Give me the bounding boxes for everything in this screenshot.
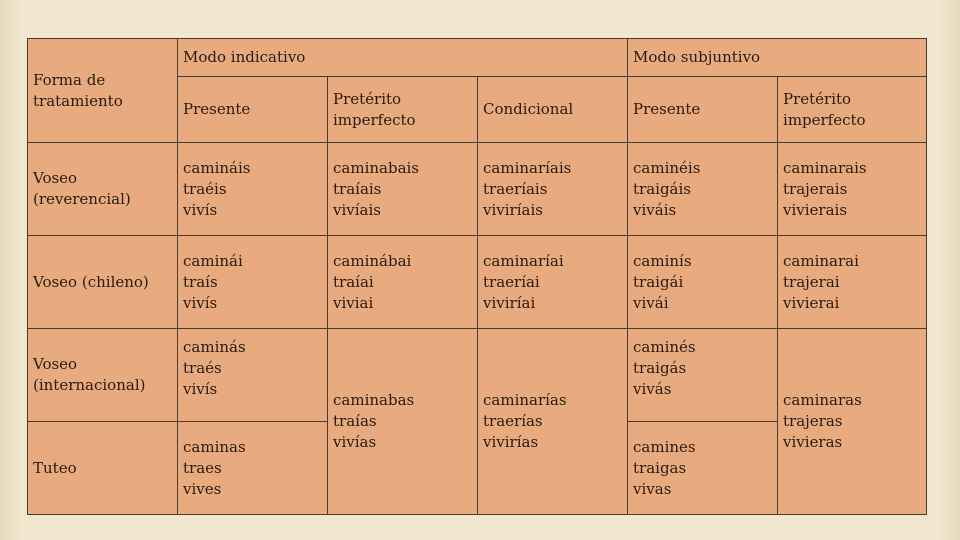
row-label: Voseo (reverencial) — [28, 143, 178, 236]
row-label: Tuteo — [28, 422, 178, 515]
cell-ind-condicional: caminaríais traeríais viviríais — [478, 143, 628, 236]
row-label: Voseo (internacional) — [28, 329, 178, 422]
cell-sub-presente: camines traigas vivas — [628, 422, 778, 515]
cell-sub-preterito: caminarai trajerai vivierai — [778, 236, 927, 329]
table-row — [28, 143, 927, 236]
cell-ind-condicional-shared: caminarías traerías vivirías — [478, 329, 628, 515]
table-row — [28, 329, 927, 422]
cell-ind-presente: caminái traís vivís — [178, 236, 328, 329]
header-ind-condicional: Condicional — [478, 77, 628, 143]
cell-sub-presente: caminés traigás vivás — [628, 329, 778, 422]
cell-ind-preterito: caminabais traíais vivíais — [328, 143, 478, 236]
header-ind-presente: Presente — [178, 77, 328, 143]
cell-ind-presente: caminás traés vivís — [178, 329, 328, 422]
cell-sub-preterito-shared: caminaras trajeras vivieras — [778, 329, 927, 515]
header-sub-presente: Presente — [628, 77, 778, 143]
cell-sub-preterito: caminarais trajerais vivierais — [778, 143, 927, 236]
cell-sub-presente: caminís traigái vivái — [628, 236, 778, 329]
header-modo-subjuntivo: Modo subjuntivo — [628, 39, 927, 77]
cell-sub-presente: caminéis traigáis viváis — [628, 143, 778, 236]
row-label: Voseo (chileno) — [28, 236, 178, 329]
header-forma-de-tratamiento: Forma de tratamiento — [28, 39, 178, 143]
header-ind-preterito-imperfecto: Pretérito imperfecto — [328, 77, 478, 143]
cell-ind-presente: camináis traéis vivís — [178, 143, 328, 236]
slide-border-left — [0, 0, 22, 540]
cell-ind-condicional: caminaríai traeríai viviríai — [478, 236, 628, 329]
conjugation-table — [27, 38, 927, 515]
table-row — [28, 236, 927, 329]
cell-ind-preterito-shared: caminabas traías vivías — [328, 329, 478, 515]
cell-ind-preterito: caminábai traíai viviai — [328, 236, 478, 329]
header-sub-preterito-imperfecto: Pretérito imperfecto — [778, 77, 927, 143]
cell-ind-presente: caminas traes vives — [178, 422, 328, 515]
header-modo-indicativo: Modo indicativo — [178, 39, 628, 77]
slide-border-right — [938, 0, 960, 540]
